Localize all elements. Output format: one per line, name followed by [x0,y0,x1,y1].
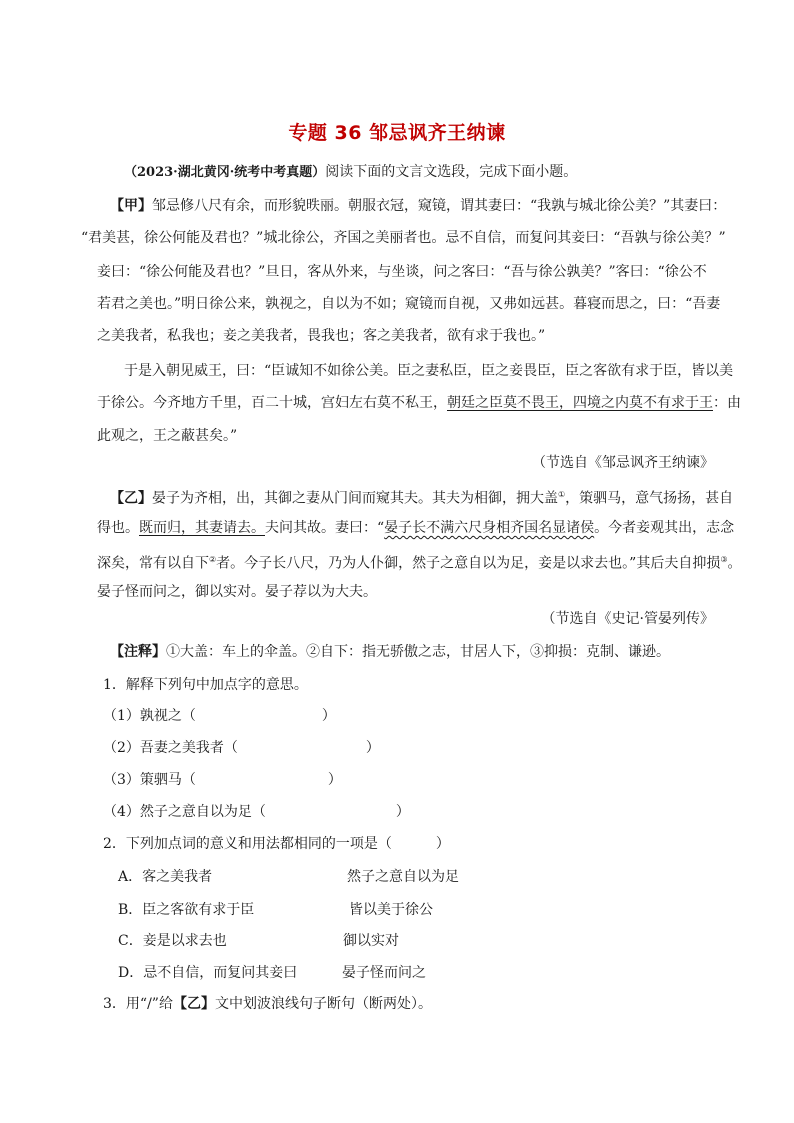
note-ref-2: ② [209,555,217,564]
note-ref-1: ① [558,490,566,499]
q3-text-b: 文中划波浪线句子断句（断两处）。 [214,996,432,1012]
q2-option-d-left[interactable]: D．忌不自信，而复问其妾曰 [118,965,298,981]
notes-text: ①大盖：车上的伞盖。②自下：指无骄傲之志，甘居人下，③抑损：克制、谦逊。 [166,644,670,660]
q1-item-2 [103,738,380,758]
q2-option-a-right: 然子之意自以为足 [347,869,459,885]
q1-item-label: （2）吾妻之美我者（ [103,740,238,756]
q2-option-b-right: 皆以美于徐公 [349,902,433,918]
yi-line-2 [97,518,734,538]
yi-citation: （节选自《史记·管晏列传》 [541,611,714,627]
notes-marker: 【注释】 [110,644,166,660]
jia-line-3: 妾曰：“徐公何能及君也？”旦日，客从外来，与坐谈，问之客曰：“吾与徐公孰美？”客曰：“徐公不 [97,264,707,280]
intro-line [124,162,577,183]
note-ref-3: ③ [720,555,728,564]
jia-text-1: 邹忌修八尺有余，而形貌昳丽。朝服衣冠，窥镜，谓其妻曰：“我孰与城北徐公美？”其妻曰： [152,198,727,214]
q1-item-label: （4）然子之意自以为足（ [103,804,266,820]
q2-option-d-right: 晏子怪而问之 [342,965,426,981]
q2-stem-text: 2．下列加点词的意义和用法都相同的一项是（ [103,836,392,852]
jia-marker: 【甲】 [110,198,152,214]
yi-text-2a: 得也。 [97,520,139,536]
yi-text-3c: 。 [727,555,742,572]
q3-text-a: 3．用“/”给 [103,996,173,1012]
q2-option-c-right: 御以实对 [343,933,399,949]
yi-text-2b: 夫问其故。妻曰：“ [265,520,385,536]
paren-close: ） [365,740,380,756]
underlined-sentence-yi: 既而归，其妻请去。 [139,520,265,536]
yi-text-1a: 晏子为齐相，出，其御之妻从门间而窥其夫。其夫为相御，拥大盖 [152,490,558,507]
paren-close: ） [435,836,450,852]
q2-option-c-left[interactable]: C．妾是以求去也 [118,933,227,949]
q3-stem [103,994,432,1014]
paren-close: ） [327,772,342,788]
q3-marker: 【乙】 [172,996,215,1012]
q1-item-4 [103,802,410,822]
yi-text-1b: ，策驷马，意气扬扬，甚自 [565,490,734,507]
jia-p2-text-b: ：由 [713,395,741,411]
yi-line-3 [97,550,742,574]
yi-text-3a: 深矣，常有以自下 [97,555,209,572]
jia-p2-line-3: 此观之，王之蔽甚矣。” [97,428,238,444]
underlined-sentence-jia: 朝廷之臣莫不畏王，四境之内莫不有求于王 [447,395,713,411]
q2-stem [103,834,450,854]
page-title: 专题 36 邹忌讽齐王纳谏 [288,122,506,144]
paren-close: ） [395,804,410,820]
notes-line [110,642,670,662]
yi-line-1 [110,485,733,509]
source-tag: （2023·湖北黄冈·统考中考真题） [124,165,326,180]
yi-text-2c: 。今者妾观其出，志念 [594,520,735,536]
yi-text-3b: 者。今子长八尺，乃为人仆御，然子之意自以为足，妾是以求去也。”其后夫自抑损 [216,555,721,572]
jia-p2-text-a: 于徐公。今齐地方千里，百二十城，宫妇左右莫不私王， [97,395,447,411]
q1-item-label: （1）孰视之（ [103,708,196,724]
wavy-underlined-sentence: 晏子长不满六尺身相齐国名显诸侯 [384,520,595,536]
yi-marker: 【乙】 [110,490,152,507]
q1-item-label: （3）策驷马（ [103,772,196,788]
q1-item-1 [103,706,336,726]
intro-text: 阅读下面的文言文选段，完成下面小题。 [325,164,578,180]
q2-option-b-left[interactable]: B．臣之客欲有求于臣 [118,902,255,918]
jia-line-1 [110,196,726,216]
jia-line-2: “君美甚，徐公何能及君也？”城北徐公，齐国之美丽者也。忌不自信，而复问其妾曰：“吾孰与徐公美？” [81,230,726,246]
q2-option-a-left[interactable]: A．客之美我者 [118,869,213,885]
jia-line-5: 之美我者，私我也；妾之美我者，畏我也；客之美我者，欲有求于我也。” [97,328,546,344]
jia-line-4: 若君之美也。”明日徐公来，孰视之，自以为不如；窥镜而自视，又弗如远甚。暮寝而思之，曰：“吾妻 [97,296,721,312]
jia-p2-line-2 [97,393,741,413]
jia-citation: （节选自《邹忌讽齐王纳谏》 [532,455,714,471]
paren-close: ） [321,708,336,724]
jia-p2-line-1: 于是入朝见威王，曰：“臣诚知不如徐公美。臣之妻私臣，臣之妾畏臣，臣之客欲有求于臣，皆以美 [124,363,734,379]
yi-line-4: 晏子怪而问之，御以实对。晏子荐以为大夫。 [97,584,377,600]
q1-stem: 1．解释下列句中加点字的意思。 [103,677,308,693]
q1-item-3 [103,770,342,790]
